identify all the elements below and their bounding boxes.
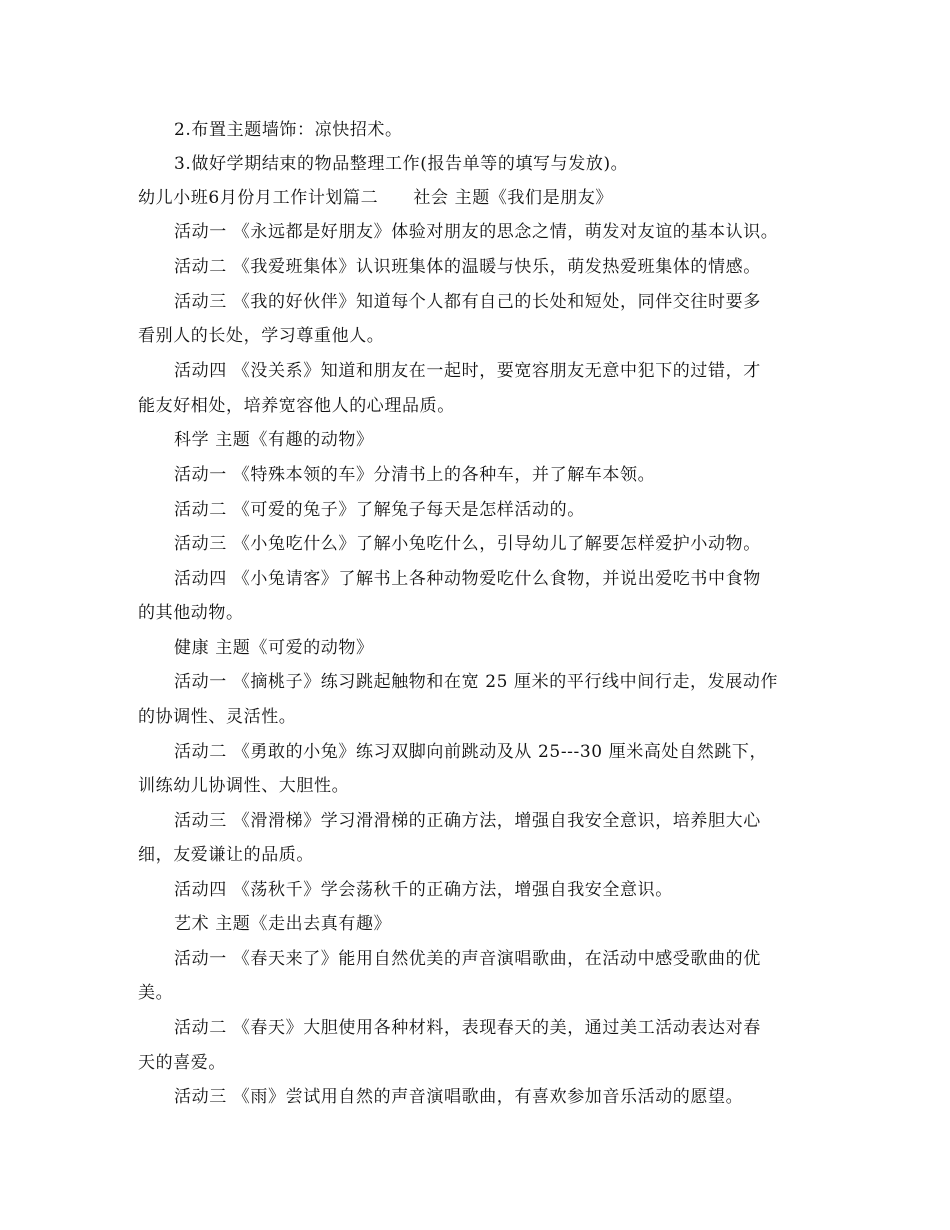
paragraph-line: 活动三 《小兔吃什么》了解小兔吃什么，引导幼儿了解要怎样爱护小动物。 <box>174 534 761 554</box>
paragraph-line: 活动四 《荡秋千》学会荡秋千的正确方法，增强自我安全意识。 <box>174 880 673 900</box>
subsection-heading: 健康 主题《可爱的动物》 <box>174 638 374 658</box>
paragraph-line: 细，友爱谦让的品质。 <box>138 845 314 865</box>
section-heading: 幼儿小班6月份月工作计划篇二 社会 主题《我们是朋友》 <box>138 188 614 208</box>
subsection-heading: 科学 主题《有趣的动物》 <box>174 430 374 450</box>
paragraph-line: 活动一 《摘桃子》练习跳起触物和在宽 25 厘米的平行线中间行走，发展动作 <box>174 672 779 692</box>
paragraph-line: 活动一 《春天来了》能用自然优美的声音演唱歌曲，在活动中感受歌曲的优 <box>174 949 761 969</box>
paragraph-line: 看别人的长处，学习尊重他人。 <box>138 326 385 346</box>
paragraph-line: 活动一 《永远都是好朋友》体验对朋友的思念之情，萌发对友谊的基本认识。 <box>174 222 779 242</box>
paragraph-line: 的协调性、灵活性。 <box>138 707 297 727</box>
paragraph-line: 天的喜爱。 <box>138 1053 226 1073</box>
paragraph-line: 活动二 《可爱的兔子》了解兔子每天是怎样活动的。 <box>174 500 585 520</box>
paragraph-line: 活动三 《滑滑梯》学习滑滑梯的正确方法，增强自我安全意识，培养胆大心 <box>174 811 761 831</box>
paragraph-line: 活动三 《雨》尝试用自然的声音演唱歌曲，有喜欢参加音乐活动的愿望。 <box>174 1087 744 1107</box>
paragraph-line: 训练幼儿协调性、大胆性。 <box>138 776 350 796</box>
paragraph-line: 3.做好学期结束的物品整理工作(报告单等的填写与发放)。 <box>174 154 629 174</box>
paragraph-line: 活动二 《我爱班集体》认识班集体的温暖与快乐，萌发热爱班集体的情感。 <box>174 257 761 277</box>
paragraph-line: 活动四 《小兔请客》了解书上各种动物爱吃什么食物，并说出爱吃书中食物 <box>174 569 761 589</box>
paragraph-line: 活动二 《春天》大胆使用各种材料，表现春天的美，通过美工活动表达对春 <box>174 1018 761 1038</box>
paragraph-line: 能友好相处，培养宽容他人的心理品质。 <box>138 396 455 416</box>
paragraph-line: 活动四 《没关系》知道和朋友在一起时，要宽容朋友无意中犯下的过错，才 <box>174 361 761 381</box>
paragraph-line: 活动二 《勇敢的小兔》练习双脚向前跳动及从 25---30 厘米高处自然跳下， <box>174 742 768 762</box>
paragraph-line: 2.布置主题墙饰：凉快招术。 <box>174 120 403 140</box>
paragraph-line: 活动三 《我的好伙伴》知道每个人都有自己的长处和短处，同伴交往时要多 <box>174 292 761 312</box>
subsection-heading: 艺术 主题《走出去真有趣》 <box>174 914 392 934</box>
paragraph-line: 活动一 《特殊本领的车》分清书上的各种车，并了解车本领。 <box>174 465 656 485</box>
paragraph-line: 美。 <box>138 983 174 1003</box>
paragraph-line: 的其他动物。 <box>138 603 244 623</box>
